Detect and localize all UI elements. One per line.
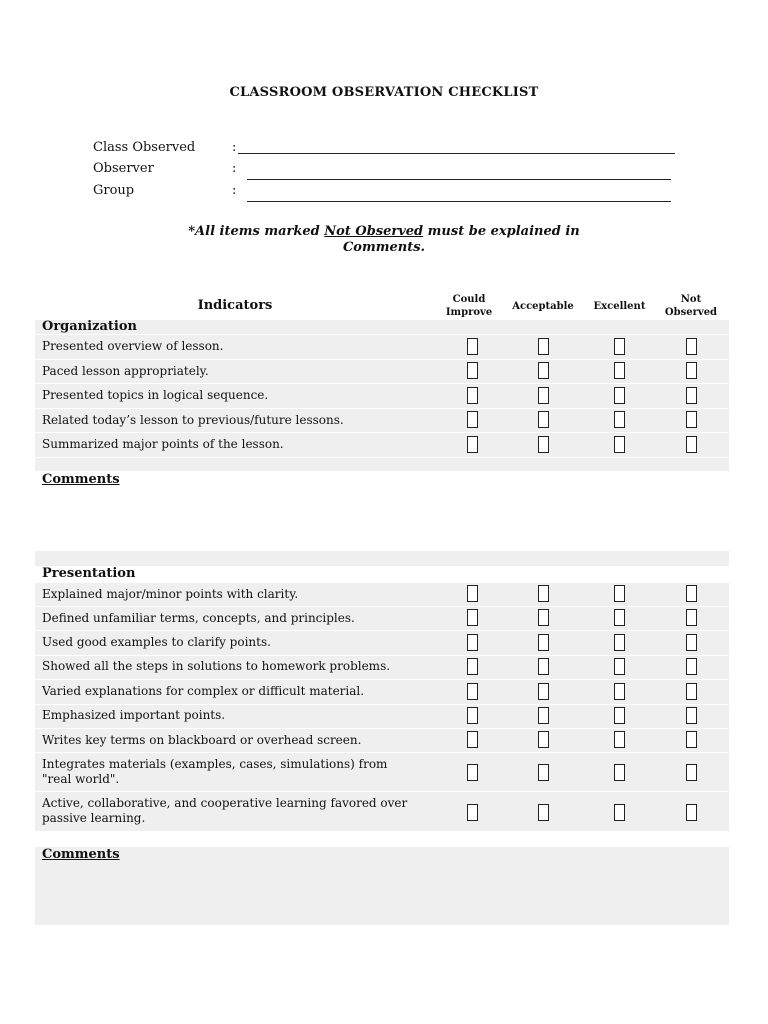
org-1-excellent-checkbox[interactable] — [614, 338, 625, 355]
org-5-not-observed-checkbox[interactable] — [686, 436, 697, 453]
pres-6-not-observed-checkbox[interactable] — [686, 707, 697, 724]
note-suffix: must be explained in Comments. — [342, 224, 580, 255]
pres-item-1: Explained major/minor points with clarity. — [42, 587, 299, 601]
pres-3-excellent-checkbox[interactable] — [614, 634, 625, 651]
pres-8-acceptable-checkbox[interactable] — [538, 764, 549, 781]
org-2-could-improve-checkbox[interactable] — [467, 362, 478, 379]
pres-item-7: Writes key terms on blackboard or overhead screen. — [42, 733, 362, 747]
org-item-4: Related today’s lesson to previous/future lessons. — [42, 413, 344, 427]
org-item-3: Presented topics in logical sequence. — [42, 388, 269, 402]
pres-1-acceptable-checkbox[interactable] — [538, 585, 549, 602]
spacer-band — [35, 458, 729, 471]
class-observed-field[interactable] — [238, 153, 675, 154]
observer-label: Observer — [93, 161, 154, 176]
not-observed-header: Not Observed — [664, 294, 718, 318]
org-2-acceptable-checkbox[interactable] — [538, 362, 549, 379]
organization-heading-band — [35, 320, 729, 334]
org-5-could-improve-checkbox[interactable] — [467, 436, 478, 453]
spacer-band — [35, 551, 729, 566]
pres-3-could-improve-checkbox[interactable] — [467, 634, 478, 651]
org-3-not-observed-checkbox[interactable] — [686, 387, 697, 404]
org-3-acceptable-checkbox[interactable] — [538, 387, 549, 404]
pres-6-acceptable-checkbox[interactable] — [538, 707, 549, 724]
pres-item-8: Integrates materials (examples, cases, simulations) from "real world". — [42, 757, 388, 786]
pres-1-not-observed-checkbox[interactable] — [686, 585, 697, 602]
pres-1-excellent-checkbox[interactable] — [614, 585, 625, 602]
pres-8-could-improve-checkbox[interactable] — [467, 764, 478, 781]
pres-7-not-observed-checkbox[interactable] — [686, 731, 697, 748]
observer-colon: : — [232, 161, 237, 176]
pres-8-excellent-checkbox[interactable] — [614, 764, 625, 781]
org-item-5: Summarized major points of the lesson. — [42, 437, 284, 451]
pres-item-5: Varied explanations for complex or difficult material. — [42, 684, 365, 698]
organization-comments-label: Comments — [42, 472, 120, 487]
pres-2-not-observed-checkbox[interactable] — [686, 609, 697, 626]
pres-item-2: Defined unfamiliar terms, concepts, and principles. — [42, 611, 355, 625]
pres-4-acceptable-checkbox[interactable] — [538, 658, 549, 675]
org-1-could-improve-checkbox[interactable] — [467, 338, 478, 355]
org-4-acceptable-checkbox[interactable] — [538, 411, 549, 428]
org-item-2: Paced lesson appropriately. — [42, 364, 209, 378]
pres-item-3: Used good examples to clarify points. — [42, 635, 271, 649]
pres-9-excellent-checkbox[interactable] — [614, 804, 625, 821]
presentation-heading: Presentation — [42, 566, 136, 581]
class-observed-colon: : — [232, 140, 237, 155]
pres-9-could-improve-checkbox[interactable] — [467, 804, 478, 821]
pres-4-not-observed-checkbox[interactable] — [686, 658, 697, 675]
observer-field[interactable] — [247, 179, 671, 180]
excellent-header: Excellent — [593, 301, 646, 312]
pres-9-not-observed-checkbox[interactable] — [686, 804, 697, 821]
org-3-excellent-checkbox[interactable] — [614, 387, 625, 404]
org-1-not-observed-checkbox[interactable] — [686, 338, 697, 355]
pres-item-4: Showed all the steps in solutions to homework problems. — [42, 659, 391, 673]
group-label: Group — [93, 183, 135, 198]
org-5-acceptable-checkbox[interactable] — [538, 436, 549, 453]
pres-5-excellent-checkbox[interactable] — [614, 683, 625, 700]
org-4-could-improve-checkbox[interactable] — [467, 411, 478, 428]
org-2-excellent-checkbox[interactable] — [614, 362, 625, 379]
org-4-excellent-checkbox[interactable] — [614, 411, 625, 428]
org-4-not-observed-checkbox[interactable] — [686, 411, 697, 428]
pres-2-excellent-checkbox[interactable] — [614, 609, 625, 626]
pres-9-acceptable-checkbox[interactable] — [538, 804, 549, 821]
org-item-1: Presented overview of lesson. — [42, 339, 224, 353]
org-3-could-improve-checkbox[interactable] — [467, 387, 478, 404]
pres-7-excellent-checkbox[interactable] — [614, 731, 625, 748]
org-1-acceptable-checkbox[interactable] — [538, 338, 549, 355]
indicators-header: Indicators — [197, 298, 273, 313]
pres-7-could-improve-checkbox[interactable] — [467, 731, 478, 748]
pres-item-9: Active, collaborative, and cooperative learning favored over passive learning. — [42, 796, 408, 825]
pres-5-acceptable-checkbox[interactable] — [538, 683, 549, 700]
presentation-comments-label: Comments — [42, 847, 120, 862]
pres-2-acceptable-checkbox[interactable] — [538, 609, 549, 626]
note-underlined: Not Observed — [324, 224, 424, 239]
org-5-excellent-checkbox[interactable] — [614, 436, 625, 453]
pres-4-could-improve-checkbox[interactable] — [467, 658, 478, 675]
pres-6-excellent-checkbox[interactable] — [614, 707, 625, 724]
group-field[interactable] — [247, 201, 671, 202]
pres-1-could-improve-checkbox[interactable] — [467, 585, 478, 602]
organization-heading: Organization — [42, 319, 137, 334]
pres-8-not-observed-checkbox[interactable] — [686, 764, 697, 781]
class-observed-label: Class Observed — [93, 140, 196, 155]
pres-4-excellent-checkbox[interactable] — [614, 658, 625, 675]
pres-5-could-improve-checkbox[interactable] — [467, 683, 478, 700]
group-colon: : — [232, 183, 237, 198]
pres-2-could-improve-checkbox[interactable] — [467, 609, 478, 626]
pres-item-6: Emphasized important points. — [42, 708, 226, 722]
could-improve-header: Could Improve — [445, 294, 493, 318]
acceptable-header: Acceptable — [512, 301, 574, 312]
pres-5-not-observed-checkbox[interactable] — [686, 683, 697, 700]
pres-7-acceptable-checkbox[interactable] — [538, 731, 549, 748]
page-title: CLASSROOM OBSERVATION CHECKLIST — [229, 85, 539, 100]
instruction-note — [150, 224, 618, 256]
org-2-not-observed-checkbox[interactable] — [686, 362, 697, 379]
comments-box[interactable] — [35, 847, 729, 925]
pres-3-not-observed-checkbox[interactable] — [686, 634, 697, 651]
note-prefix: *All items marked — [188, 224, 325, 239]
pres-3-acceptable-checkbox[interactable] — [538, 634, 549, 651]
pres-6-could-improve-checkbox[interactable] — [467, 707, 478, 724]
